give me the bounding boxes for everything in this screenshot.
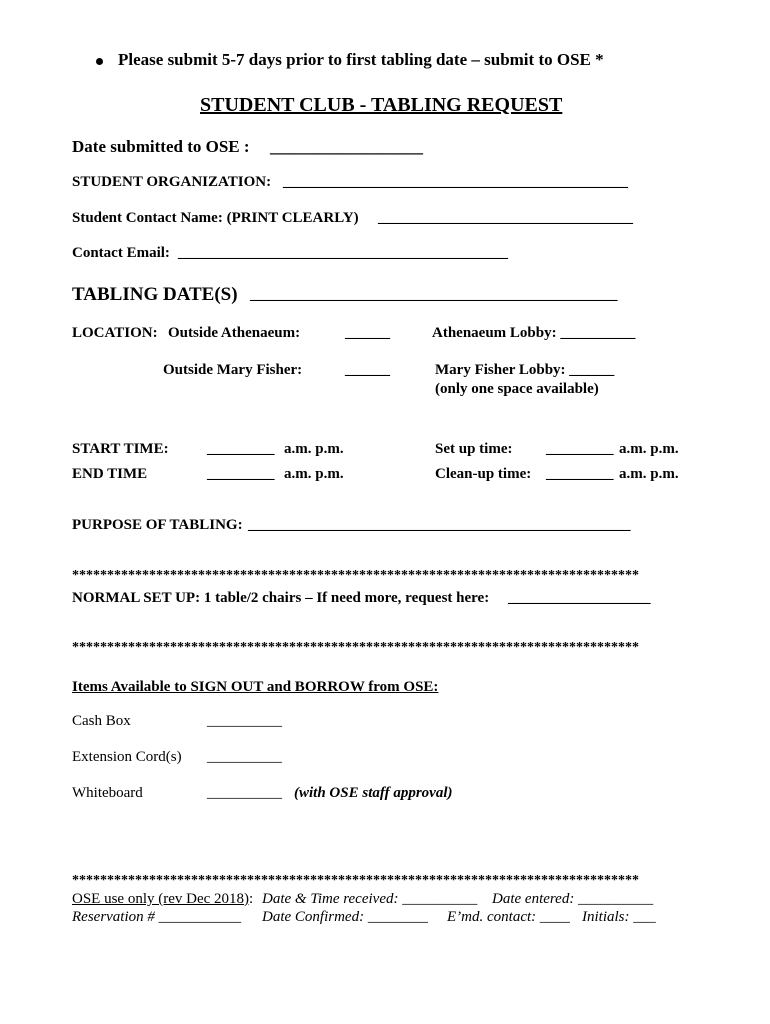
tabling-dates-label: TABLING DATE(S) [72, 284, 238, 305]
bullet-icon [96, 58, 103, 65]
whiteboard-field[interactable]: __________ [207, 785, 282, 801]
end-time-label: END TIME [72, 466, 148, 482]
mary-fisher-note: (only one space available) [435, 381, 599, 397]
start-time-label: START TIME: [72, 441, 169, 457]
cleanup-time-ampm: a.m. p.m. [619, 466, 679, 482]
date-entered-field[interactable]: Date entered: __________ [492, 891, 654, 907]
whiteboard-note: (with OSE staff approval) [294, 785, 453, 801]
date-confirmed-field[interactable]: Date Confirmed: ________ [262, 909, 428, 925]
contact-email-label: Contact Email: [72, 245, 170, 261]
cash-box-label: Cash Box [72, 713, 131, 729]
extension-cord-field[interactable]: __________ [207, 749, 282, 765]
items-heading: Items Available to SIGN OUT and BORROW from OSE: [72, 679, 439, 695]
normal-setup-label: NORMAL SET UP: 1 table/2 chairs – If need more, request here: [72, 590, 490, 606]
start-time-field[interactable]: _________ [207, 441, 275, 457]
athenaeum-lobby-field[interactable]: Athenaeum Lobby: __________ [432, 325, 636, 341]
end-time-field[interactable]: _________ [207, 466, 275, 482]
tabling-dates-field[interactable]: _________________________________________________ [250, 287, 618, 303]
setup-time-ampm: a.m. p.m. [619, 441, 679, 457]
divider: ********************************************************************************* [72, 873, 639, 888]
emd-contact-field[interactable]: E’md. contact: ____ [447, 909, 570, 925]
ose-use-only-label: OSE use only (rev Dec 2018) [72, 891, 250, 907]
ose-use-only-colon: : [249, 891, 254, 907]
location-label: LOCATION: [72, 325, 158, 341]
outside-athenaeum-field[interactable]: ______ [345, 325, 390, 341]
contact-name-field[interactable]: __________________________________ [378, 210, 633, 226]
form-title: STUDENT CLUB - TABLING REQUEST [200, 94, 563, 116]
start-time-ampm: a.m. p.m. [284, 441, 344, 457]
instruction-text: Please submit 5-7 days prior to first tabling date – submit to OSE * [118, 50, 604, 69]
setup-time-field[interactable]: _________ [546, 441, 614, 457]
purpose-label: PURPOSE OF TABLING: [72, 517, 243, 533]
mary-fisher-lobby-field[interactable]: Mary Fisher Lobby: ______ [435, 362, 615, 378]
organization-field[interactable]: ______________________________________________ [283, 174, 628, 190]
organization-label: STUDENT ORGANIZATION: [72, 174, 272, 190]
extension-cord-label: Extension Cord(s) [72, 749, 182, 765]
date-submitted-label: Date submitted to OSE : [72, 137, 250, 156]
setup-request-field[interactable]: ___________________ [508, 590, 651, 606]
setup-time-label: Set up time: [435, 441, 513, 457]
end-time-ampm: a.m. p.m. [284, 466, 344, 482]
reservation-field[interactable]: Reservation # ___________ [72, 909, 242, 925]
initials-field[interactable]: Initials: ___ [582, 909, 656, 925]
divider: ********************************************************************************* [72, 568, 639, 583]
cleanup-time-field[interactable]: _________ [546, 466, 614, 482]
purpose-field[interactable]: ___________________________________________________ [248, 517, 631, 533]
contact-email-field[interactable]: ____________________________________________ [178, 245, 508, 261]
outside-mary-fisher-label: Outside Mary Fisher: [163, 362, 303, 378]
contact-name-label: Student Contact Name: (PRINT CLEARLY) [72, 210, 359, 226]
ose-use-only-line [72, 891, 253, 908]
date-submitted-field[interactable]: __________________ [270, 137, 423, 156]
divider: ********************************************************************************* [72, 640, 639, 655]
cleanup-time-label: Clean-up time: [435, 466, 532, 482]
cash-box-field[interactable]: __________ [207, 713, 282, 729]
date-time-received-field[interactable]: Date & Time received: __________ [262, 891, 478, 907]
outside-mary-fisher-field[interactable]: ______ [345, 362, 390, 378]
outside-athenaeum-label: Outside Athenaeum: [168, 325, 301, 341]
whiteboard-label: Whiteboard [72, 785, 143, 801]
